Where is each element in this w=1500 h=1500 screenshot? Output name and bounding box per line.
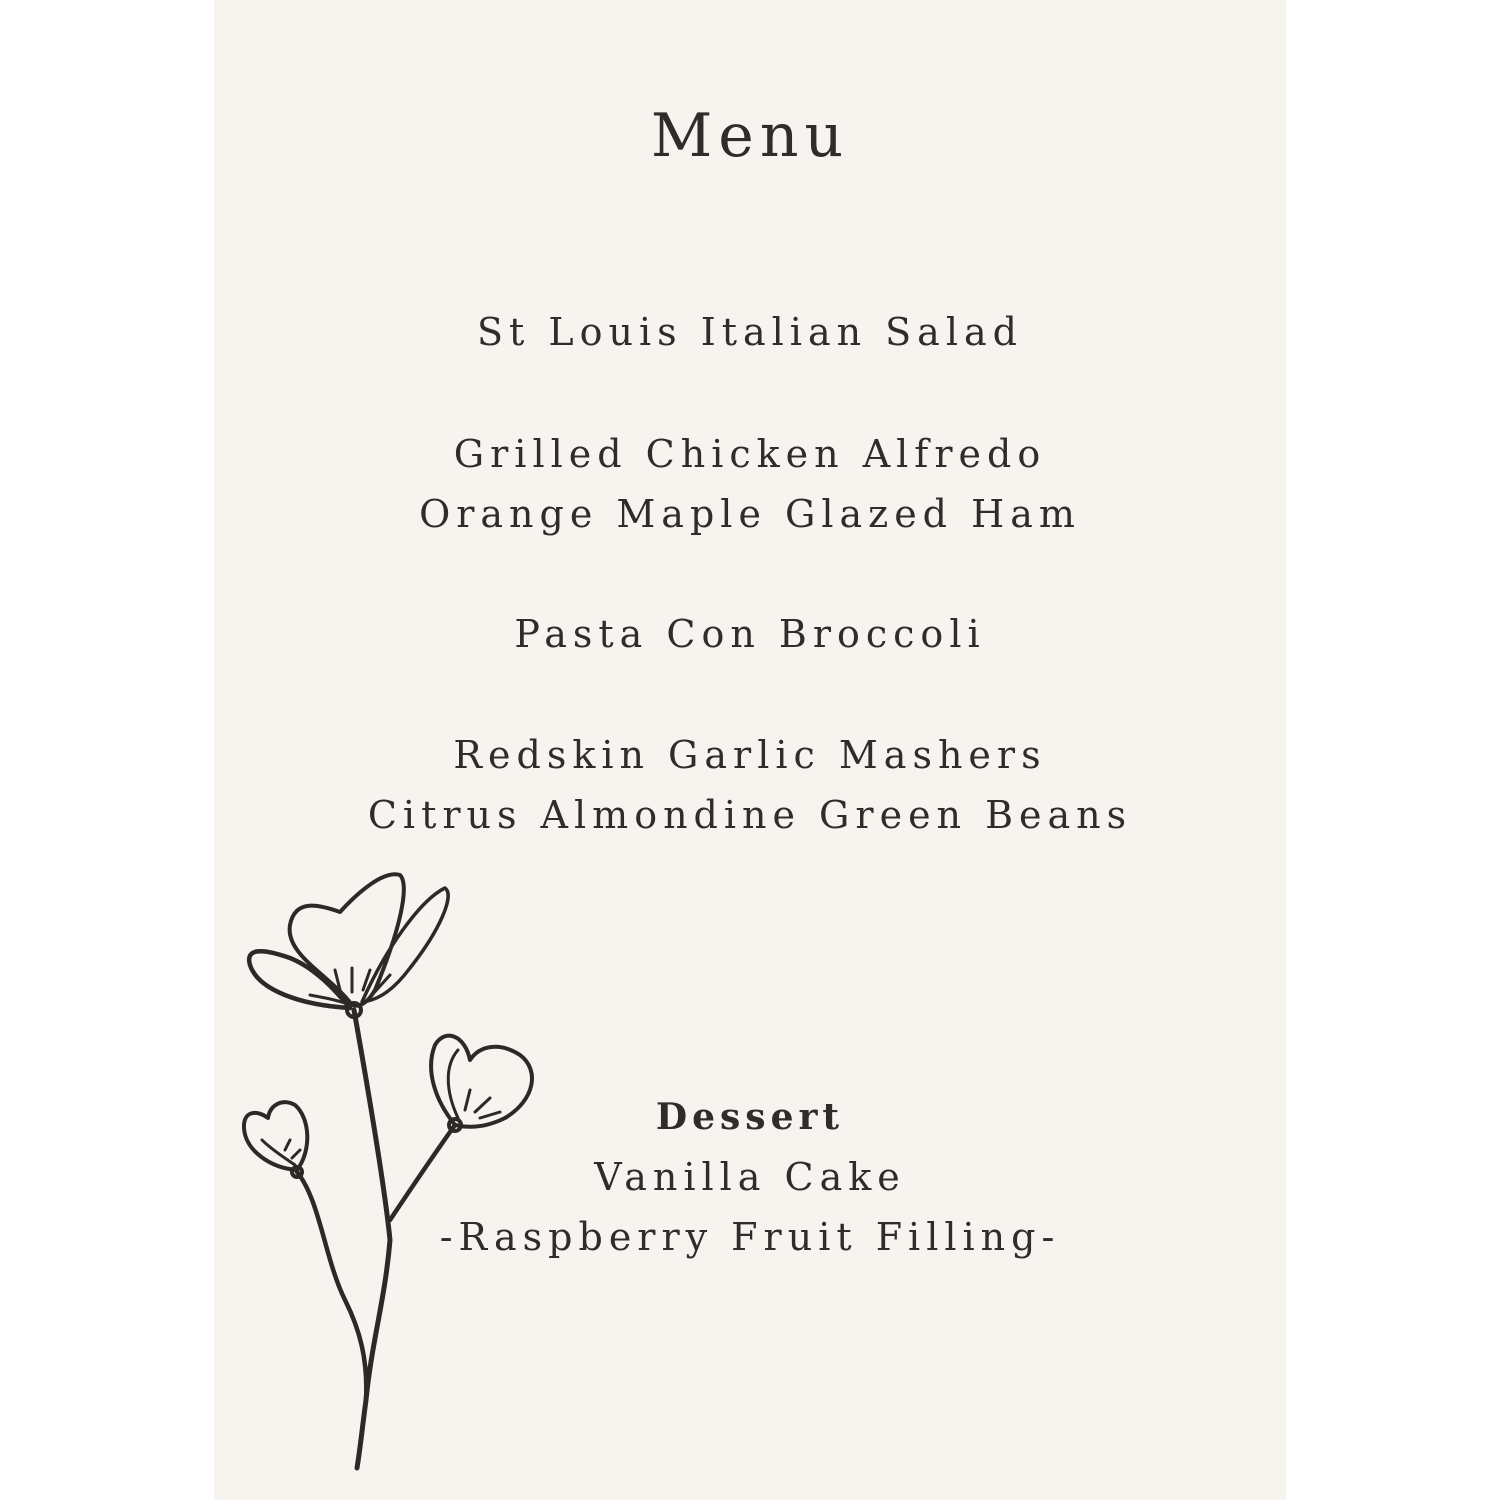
menu-item-main-1: Grilled Chicken Alfredo <box>453 432 1047 476</box>
dessert-heading: Dessert <box>655 1096 845 1138</box>
menu-card <box>214 0 1286 1500</box>
menu-item-main-2: Orange Maple Glazed Ham <box>419 492 1081 536</box>
dessert-item-cake: Vanilla Cake <box>594 1155 906 1199</box>
menu-item-pasta: Pasta Con Broccoli <box>514 612 986 656</box>
menu-item-side-1: Redskin Garlic Mashers <box>453 733 1047 777</box>
menu-item-side-2: Citrus Almondine Green Beans <box>367 793 1133 837</box>
menu-title: Menu <box>650 101 850 171</box>
menu-item-salad: St Louis Italian Salad <box>477 310 1023 354</box>
dessert-item-filling: -Raspberry Fruit Filling- <box>439 1215 1061 1259</box>
